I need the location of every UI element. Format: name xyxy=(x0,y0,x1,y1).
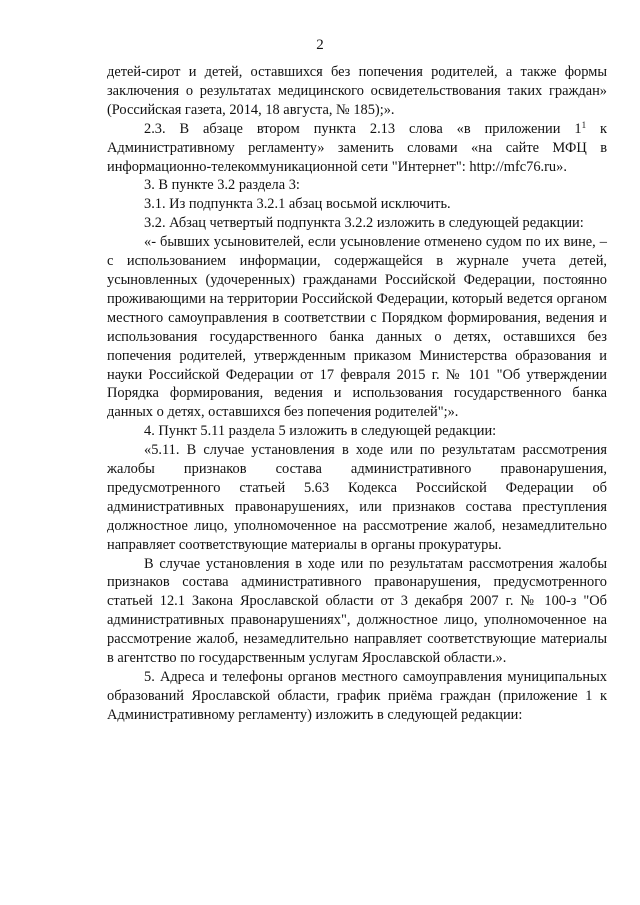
paragraph-quote-adoptive-parents: «- бывших усыновителей, если усыновление отменено судом по их вине, – с использованием информации, содержащейся в журнале учета детей, усыновленных (удочеренных) гражданами Российской Федерации, постоянно проживающими на территории Российской Федерации, который ведется органом местного самоуправления в соответствии с Порядком формирования, ведения и использования государственного банка данных о детях, оставшихся без попечения родителей, утвержденным приказом Министерства образования и науки Российской Федерации от 17 февраля 2015 г. № 101 "Об утверждении Порядка формирования, ведения и использования государственного банка данных о детях, оставшихся без попечения родителей";». xyxy=(107,234,607,421)
paragraph-4: 4. Пункт 5.11 раздела 5 изложить в следующей редакции: xyxy=(144,423,497,440)
paragraph-5-11: «5.11. В случае установления в ходе или по результатам рассмотрения жалобы признаков состава административного правонарушения, предусмотренного статьей 5.63 Кодекса Российской Федерации об административных правонарушениях, или признаков состава преступления должностное лицо, уполномоченное на рассмотрение жалоб, незамедлительно направляет соответствующие материалы в органы прокуратуры. xyxy=(107,442,607,553)
document-body xyxy=(107,63,607,725)
page-number: 2 xyxy=(316,37,324,53)
footnote-mark: 1 xyxy=(581,119,587,130)
paragraph-2-3-part-1: 2.3. В абзаце втором пункта 2.13 слова «в приложении 1 xyxy=(144,120,582,137)
paragraph-3-2: 3.2. Абзац четвертый подпункта 3.2.2 изложить в следующей редакции: xyxy=(144,215,584,232)
paragraph-5-11-second: В случае установления в ходе или по результатам рассмотрения жалобы признаков состава административного правонарушения, предусмотренного статьей 12.1 Закона Ярославской области от 3 декабря 2007 г. № 100-з "Об административных правонарушениях", должностное лицо, уполномоченное на рассмотрение жалоб, незамедлительно направляет соответствующие материалы в агентство по государственным услугам Ярославской области.». xyxy=(107,555,607,667)
paragraph-continuation: детей-сирот и детей, оставшихся без попечения родителей, а также формы заключения о результатах медицинского освидетельствования таких граждан» (Российская газета, 2014, 18 августа, № 185);». xyxy=(107,64,607,118)
paragraph-5: 5. Адреса и телефоны органов местного самоуправления муниципальных образований Ярославской области, график приёма граждан (приложение 1 к Административному регламенту) изложить в следующей редакции: xyxy=(107,669,607,723)
paragraph-2-3-part-2: к Административному регламенту» заменить словами «на сайте МФЦ в информационно-телекоммуникационной сети "Интернет": http://mfc76.ru». xyxy=(107,120,607,175)
paragraph-3-1: 3.1. Из подпункта 3.2.1 абзац восьмой исключить. xyxy=(144,196,451,213)
paragraph-3: 3. В пункте 3.2 раздела 3: xyxy=(144,177,300,194)
paragraph-2-3 xyxy=(107,120,607,177)
